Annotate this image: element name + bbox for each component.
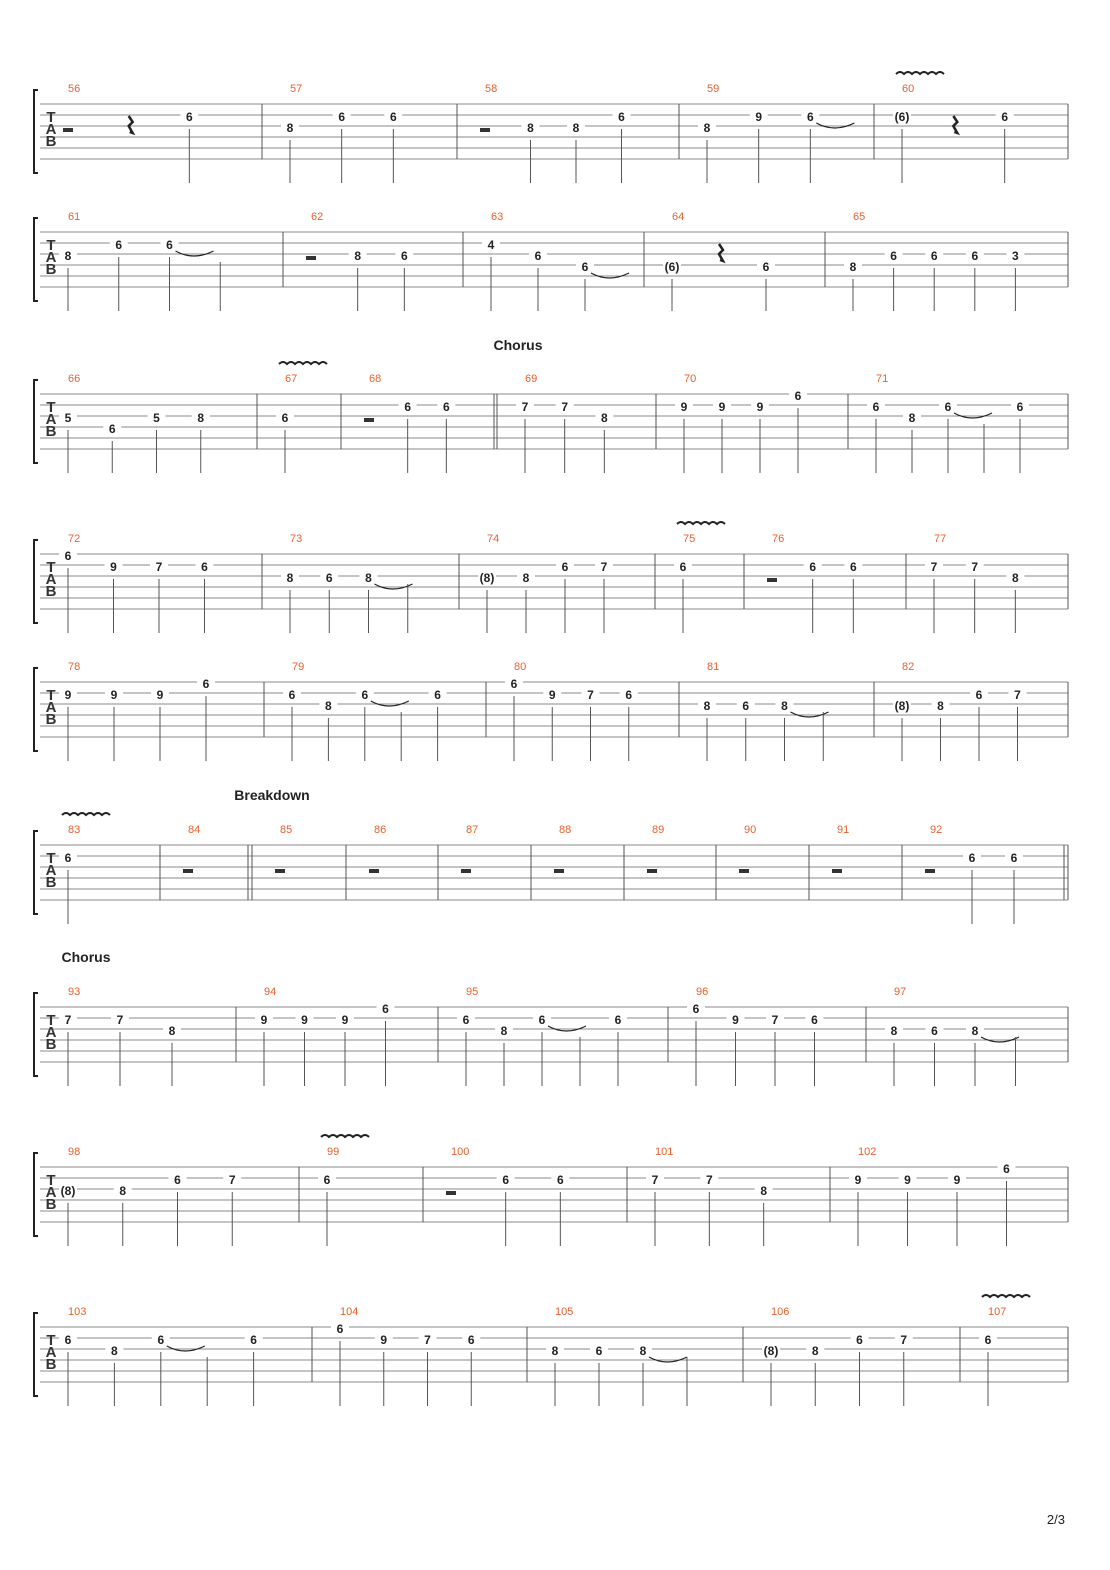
fret-number: 7 bbox=[705, 1173, 713, 1187]
measure-number: 80 bbox=[514, 661, 527, 673]
measure-number: 105 bbox=[555, 1306, 574, 1318]
fret-number: (8) bbox=[479, 571, 495, 585]
measure-number: 86 bbox=[374, 824, 387, 836]
fret-number: 8 bbox=[286, 121, 294, 135]
fret-number: 7 bbox=[971, 560, 979, 574]
fret-number: 8 bbox=[600, 411, 608, 425]
tab-clef-letter: B bbox=[45, 1036, 57, 1053]
tab-clef-letter: T bbox=[46, 1172, 56, 1189]
tab-clef-letter: A bbox=[45, 571, 57, 588]
fret-number: (8) bbox=[60, 1184, 76, 1198]
fret-number: 8 bbox=[522, 571, 530, 585]
measure-number: 68 bbox=[369, 373, 382, 385]
fret-number: 6 bbox=[538, 1013, 546, 1027]
staff-bracket bbox=[34, 831, 38, 914]
measure-number: 69 bbox=[525, 373, 538, 385]
fret-number: (6) bbox=[664, 260, 680, 274]
fret-number: 8 bbox=[111, 1344, 118, 1358]
half-rest bbox=[369, 869, 379, 873]
measure-number: 91 bbox=[837, 824, 850, 836]
tab-clef-letter: B bbox=[45, 874, 57, 891]
tab-clef-letter: B bbox=[45, 423, 57, 440]
measure-number: 88 bbox=[559, 824, 572, 836]
fret-number: 6 bbox=[534, 249, 542, 263]
fret-number: 6 bbox=[975, 688, 983, 702]
vibrato-mark bbox=[896, 72, 944, 74]
staff-bracket bbox=[34, 1313, 38, 1396]
tab-clef-letter: A bbox=[45, 121, 57, 138]
measure-number: 94 bbox=[264, 986, 277, 998]
vibrato-mark bbox=[677, 522, 725, 524]
measure-number: 59 bbox=[707, 83, 720, 95]
fret-number: 6 bbox=[931, 1024, 938, 1038]
fret-number: 6 bbox=[614, 1013, 622, 1027]
fret-number: 9 bbox=[904, 1173, 911, 1187]
staff-bracket bbox=[34, 540, 38, 623]
fret-number: 6 bbox=[462, 1013, 470, 1027]
fret-number: 6 bbox=[382, 1002, 389, 1016]
measure-number: 71 bbox=[876, 373, 889, 385]
fret-number: 8 bbox=[365, 571, 372, 585]
measure-number: 102 bbox=[858, 1146, 877, 1158]
measure-number: 75 bbox=[683, 533, 696, 545]
measure-number: 76 bbox=[772, 533, 785, 545]
fret-number: 6 bbox=[361, 688, 369, 702]
fret-number: 8 bbox=[760, 1184, 768, 1198]
tab-clef-letter: T bbox=[46, 559, 56, 576]
staff-bracket bbox=[34, 668, 38, 751]
fret-number: 9 bbox=[341, 1013, 349, 1027]
fret-number: 9 bbox=[854, 1173, 862, 1187]
fret-number: 6 bbox=[618, 110, 625, 124]
tab-clef-letter: A bbox=[45, 249, 57, 266]
fret-number: 6 bbox=[202, 677, 210, 691]
measure-number: 100 bbox=[451, 1146, 470, 1158]
measure-number: 70 bbox=[684, 373, 697, 385]
fret-number: 6 bbox=[930, 249, 938, 263]
fret-number: 6 bbox=[64, 549, 72, 563]
measure-number: 72 bbox=[68, 533, 81, 545]
half-rest bbox=[739, 869, 749, 873]
fret-number: 6 bbox=[968, 851, 976, 865]
measure-number: 96 bbox=[696, 986, 709, 998]
fret-number: 6 bbox=[323, 1173, 331, 1187]
fret-number: 7 bbox=[521, 400, 529, 414]
fret-number: 8 bbox=[703, 699, 711, 713]
measure-number: 101 bbox=[655, 1146, 674, 1158]
fret-number: 4 bbox=[487, 238, 495, 252]
fret-number: 6 bbox=[809, 560, 817, 574]
fret-number: 9 bbox=[548, 688, 556, 702]
tab-clef-letter: B bbox=[45, 1196, 57, 1213]
tab-clef-letter: A bbox=[45, 1184, 57, 1201]
measure-number: 77 bbox=[934, 533, 947, 545]
fret-number: 8 bbox=[1011, 571, 1019, 585]
tab-clef-letter: T bbox=[46, 1332, 56, 1349]
vibrato-mark bbox=[321, 1135, 369, 1137]
tab-clef-letter: A bbox=[45, 411, 57, 428]
fret-number: 9 bbox=[156, 688, 164, 702]
fret-number: 8 bbox=[64, 249, 72, 263]
fret-number: 9 bbox=[755, 110, 763, 124]
fret-number: 5 bbox=[153, 411, 160, 425]
fret-number: 7 bbox=[155, 560, 163, 574]
tab-clef-letter: B bbox=[45, 133, 57, 150]
fret-number: 6 bbox=[64, 1333, 72, 1347]
fret-number: 8 bbox=[527, 121, 534, 135]
tab-clef-letter: B bbox=[45, 261, 57, 278]
fret-number: 6 bbox=[595, 1344, 603, 1358]
fret-number: 7 bbox=[771, 1013, 779, 1027]
half-rest bbox=[480, 128, 490, 132]
half-rest bbox=[767, 578, 777, 582]
fret-number: 8 bbox=[286, 571, 294, 585]
fret-number: 8 bbox=[572, 121, 580, 135]
tab-clef-letter: T bbox=[46, 1012, 56, 1029]
vibrato-mark bbox=[62, 813, 110, 815]
fret-number: 6 bbox=[742, 699, 750, 713]
fret-number: 6 bbox=[1003, 1162, 1010, 1176]
fret-number: 8 bbox=[119, 1184, 127, 1198]
measure-number: 82 bbox=[902, 661, 915, 673]
fret-number: 7 bbox=[561, 400, 569, 414]
measure-number: 65 bbox=[853, 211, 866, 223]
fret-number: 8 bbox=[937, 699, 944, 713]
fret-number: 7 bbox=[651, 1173, 659, 1187]
fret-number: 6 bbox=[762, 260, 770, 274]
fret-number: 8 bbox=[890, 1024, 898, 1038]
measure-number: 60 bbox=[902, 83, 915, 95]
fret-number: 6 bbox=[556, 1173, 564, 1187]
fret-number: 9 bbox=[64, 688, 72, 702]
fret-number: 6 bbox=[157, 1333, 165, 1347]
measure-number: 103 bbox=[68, 1306, 87, 1318]
fret-number: 6 bbox=[404, 400, 412, 414]
fret-number: 6 bbox=[467, 1333, 475, 1347]
measure-number: 89 bbox=[652, 824, 665, 836]
fret-number: 6 bbox=[984, 1333, 992, 1347]
half-rest bbox=[306, 256, 316, 260]
fret-number: 6 bbox=[389, 110, 397, 124]
fret-number: 8 bbox=[354, 249, 362, 263]
half-rest bbox=[554, 869, 564, 873]
fret-number: 6 bbox=[108, 422, 116, 436]
fret-number: 9 bbox=[732, 1013, 739, 1027]
fret-number: 7 bbox=[587, 688, 594, 702]
tab-clef-letter: A bbox=[45, 1024, 57, 1041]
half-rest bbox=[446, 1191, 456, 1195]
fret-number: 8 bbox=[971, 1024, 979, 1038]
measure-number: 87 bbox=[466, 824, 479, 836]
fret-number: 6 bbox=[561, 560, 569, 574]
measure-number: 99 bbox=[327, 1146, 340, 1158]
tab-clef-letter: B bbox=[45, 711, 57, 728]
measure-number: 85 bbox=[280, 824, 293, 836]
fret-number: 7 bbox=[228, 1173, 236, 1187]
measure-number: 106 bbox=[771, 1306, 790, 1318]
fret-number: 6 bbox=[115, 238, 123, 252]
fret-number: 8 bbox=[197, 411, 205, 425]
fret-number: 8 bbox=[168, 1024, 176, 1038]
fret-number: 8 bbox=[811, 1344, 819, 1358]
fret-number: 8 bbox=[849, 260, 857, 274]
fret-number: 7 bbox=[600, 560, 608, 574]
tab-clef-letter: T bbox=[46, 850, 56, 867]
vibrato-mark bbox=[279, 362, 327, 364]
half-rest bbox=[461, 869, 471, 873]
fret-number: 6 bbox=[679, 560, 687, 574]
staff-bracket bbox=[34, 380, 38, 463]
half-rest bbox=[275, 869, 285, 873]
fret-number: 6 bbox=[250, 1333, 257, 1347]
measure-number: 81 bbox=[707, 661, 720, 673]
fret-number: 6 bbox=[692, 1002, 700, 1016]
fret-number: 7 bbox=[900, 1333, 908, 1347]
vibrato-mark bbox=[982, 1295, 1030, 1297]
measure-number: 93 bbox=[68, 986, 81, 998]
measure-number: 63 bbox=[491, 211, 504, 223]
fret-number: 9 bbox=[718, 400, 726, 414]
fret-number: 6 bbox=[971, 249, 979, 263]
fret-number: 8 bbox=[639, 1344, 647, 1358]
tab-clef-letter: A bbox=[45, 699, 57, 716]
fret-number: 8 bbox=[325, 699, 332, 713]
fret-number: 6 bbox=[166, 238, 173, 252]
fret-number: 9 bbox=[756, 400, 764, 414]
tab-clef-letter: B bbox=[45, 583, 57, 600]
staff-bracket bbox=[34, 218, 38, 301]
fret-number: 6 bbox=[201, 560, 208, 574]
fret-number: 7 bbox=[930, 560, 938, 574]
fret-number: 6 bbox=[336, 1322, 344, 1336]
fret-number: 6 bbox=[338, 110, 346, 124]
section-label: Breakdown bbox=[234, 787, 310, 803]
measure-number: 84 bbox=[188, 824, 201, 836]
staff-bracket bbox=[34, 1153, 38, 1236]
quarter-rest bbox=[719, 244, 723, 261]
measure-number: 97 bbox=[894, 986, 907, 998]
tab-clef-letter: T bbox=[46, 687, 56, 704]
tab-clef-letter: T bbox=[46, 109, 56, 126]
fret-number: 7 bbox=[116, 1013, 124, 1027]
fret-number: 6 bbox=[581, 260, 589, 274]
fret-number: 9 bbox=[380, 1333, 388, 1347]
fret-number: 6 bbox=[944, 400, 952, 414]
measure-number: 92 bbox=[930, 824, 943, 836]
measure-number: 61 bbox=[68, 211, 81, 223]
fret-number: 9 bbox=[110, 688, 118, 702]
fret-number: 6 bbox=[1010, 851, 1018, 865]
section-label: Chorus bbox=[61, 949, 111, 965]
fret-number: (6) bbox=[894, 110, 910, 124]
measure-number: 66 bbox=[68, 373, 81, 385]
half-rest bbox=[183, 869, 193, 873]
tab-clef-letter: T bbox=[46, 237, 56, 254]
staff-bracket bbox=[34, 993, 38, 1076]
half-rest bbox=[364, 418, 374, 422]
fret-number: 9 bbox=[680, 400, 688, 414]
staff-bracket bbox=[34, 90, 38, 173]
fret-number: 6 bbox=[64, 851, 72, 865]
measure-number: 64 bbox=[672, 211, 685, 223]
measure-number: 98 bbox=[68, 1146, 81, 1158]
fret-number: 6 bbox=[288, 688, 296, 702]
fret-number: 6 bbox=[185, 110, 193, 124]
measure-number: 56 bbox=[68, 83, 81, 95]
fret-number: 6 bbox=[806, 110, 814, 124]
quarter-rest bbox=[953, 116, 957, 133]
page-number: 2/3 bbox=[1046, 1512, 1065, 1527]
fret-number: 6 bbox=[811, 1013, 818, 1027]
fret-number: 8 bbox=[703, 121, 711, 135]
fret-number: 6 bbox=[434, 688, 441, 702]
fret-number: 6 bbox=[400, 249, 408, 263]
fret-number: 7 bbox=[1014, 688, 1021, 702]
fret-number: 6 bbox=[849, 560, 857, 574]
fret-number: 6 bbox=[872, 400, 880, 414]
fret-number: 7 bbox=[64, 1013, 72, 1027]
measure-number: 73 bbox=[290, 533, 303, 545]
fret-number: 9 bbox=[260, 1013, 268, 1027]
fret-number: 6 bbox=[510, 677, 518, 691]
fret-number: 6 bbox=[1001, 110, 1009, 124]
measure-number: 90 bbox=[744, 824, 757, 836]
measure-number: 67 bbox=[285, 373, 298, 385]
fret-number: 9 bbox=[301, 1013, 308, 1027]
fret-number: 6 bbox=[325, 571, 333, 585]
fret-number: 6 bbox=[502, 1173, 510, 1187]
fret-number: 8 bbox=[908, 411, 916, 425]
measure-number: 79 bbox=[292, 661, 305, 673]
measure-number: 78 bbox=[68, 661, 81, 673]
tab-clef-letter: B bbox=[45, 1356, 57, 1373]
half-rest bbox=[925, 869, 935, 873]
tab-clef-letter: A bbox=[45, 862, 57, 879]
fret-number: 6 bbox=[281, 411, 289, 425]
fret-number: 6 bbox=[1016, 400, 1024, 414]
measure-number: 83 bbox=[68, 824, 81, 836]
fret-number: 6 bbox=[890, 249, 897, 263]
half-rest bbox=[63, 128, 73, 132]
fret-number: 9 bbox=[110, 560, 117, 574]
measure-number: 74 bbox=[487, 533, 500, 545]
fret-number: 8 bbox=[551, 1344, 559, 1358]
fret-number: 9 bbox=[953, 1173, 961, 1187]
fret-number: 6 bbox=[442, 400, 450, 414]
measure-number: 95 bbox=[466, 986, 479, 998]
fret-number: 5 bbox=[64, 411, 72, 425]
quarter-rest bbox=[129, 116, 133, 133]
section-label: Chorus bbox=[493, 337, 543, 353]
measure-number: 57 bbox=[290, 83, 303, 95]
tab-clef-letter: T bbox=[46, 399, 56, 416]
fret-number: 8 bbox=[781, 699, 788, 713]
measure-number: 104 bbox=[340, 1306, 359, 1318]
fret-number: 3 bbox=[1012, 249, 1019, 263]
measure-number: 107 bbox=[988, 1306, 1007, 1318]
half-rest bbox=[832, 869, 842, 873]
measure-number: 58 bbox=[485, 83, 498, 95]
tab-clef-letter: A bbox=[45, 1344, 57, 1361]
measure-number: 62 bbox=[311, 211, 324, 223]
fret-number: 7 bbox=[424, 1333, 431, 1347]
fret-number: 6 bbox=[794, 389, 802, 403]
fret-number: 6 bbox=[625, 688, 633, 702]
fret-number: (8) bbox=[763, 1344, 779, 1358]
fret-number: 6 bbox=[856, 1333, 863, 1347]
half-rest bbox=[647, 869, 657, 873]
fret-number: (8) bbox=[894, 699, 910, 713]
fret-number: 6 bbox=[174, 1173, 181, 1187]
fret-number: 8 bbox=[500, 1024, 508, 1038]
